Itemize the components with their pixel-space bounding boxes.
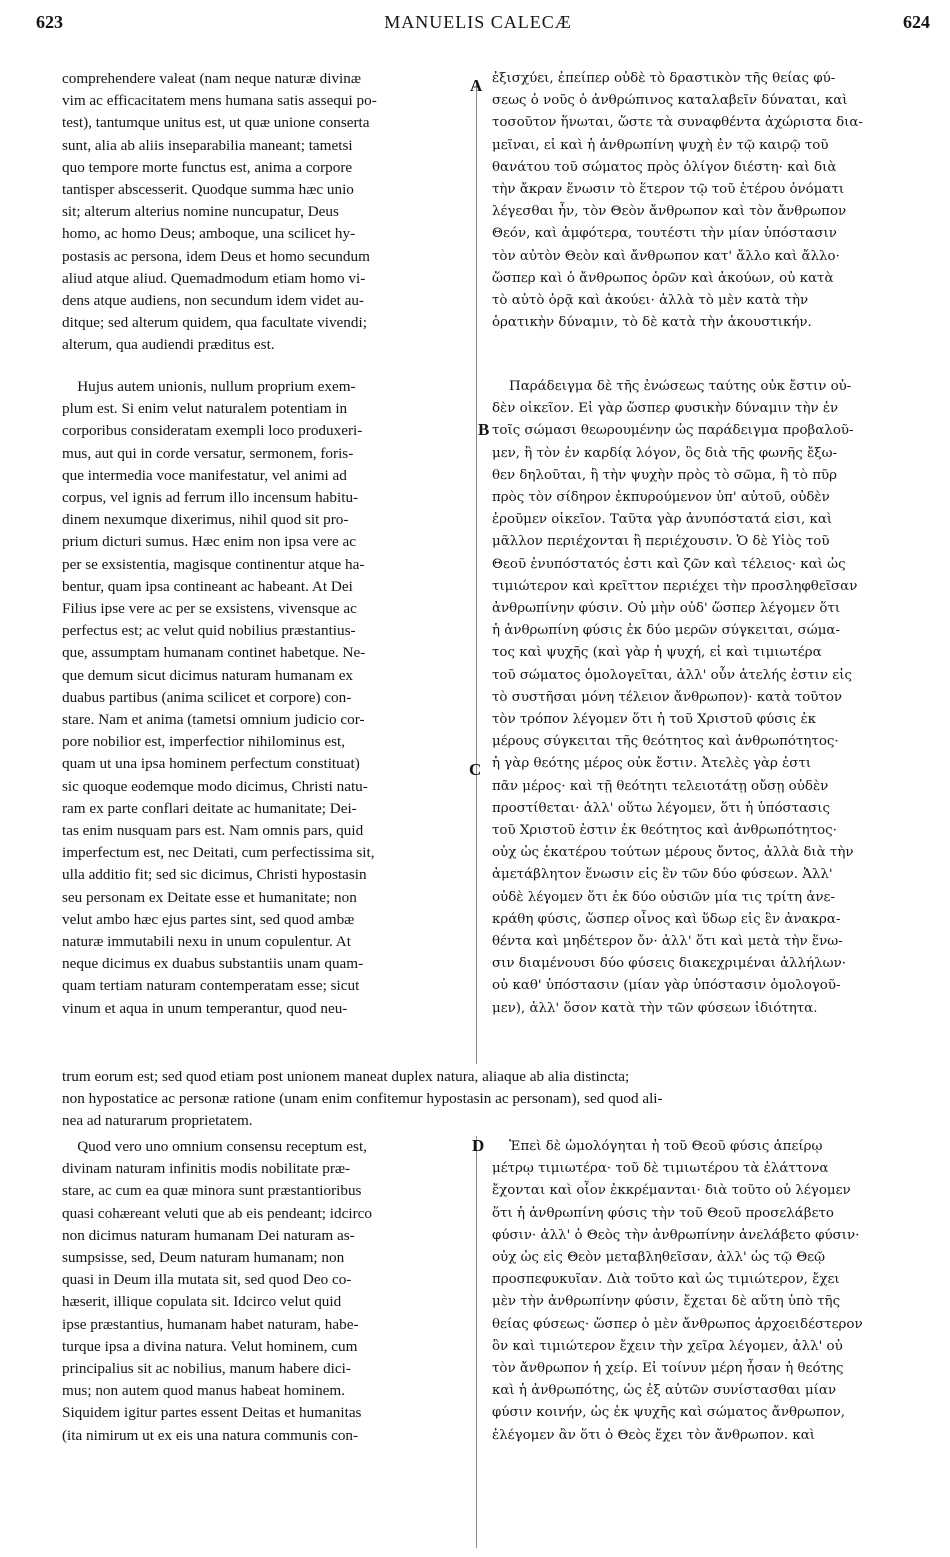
column-divider xyxy=(476,82,477,1064)
greek-paragraph-1: ἐξισχύει, ἐπείπερ οὐδὲ τὸ δραστικὸν τῆς θείας φύ- σεως ὁ νοῦς ὁ ἀνθρώπινος καταλαβεῖν δύναται, καὶ τοσοῦτον ἥνωται, ὥστε τὰ συναφθέντα ἀχώριστα δια- μεῖναι, εἰ καὶ ἡ ἀνθρωπίνη ψυχὴ ἐν τῷ καιρῷ τοῦ θανάτου τοῦ σώματος πρὸς ὀλίγον διέστη· καὶ διὰ τὴν ἄκραν ἕνωσιν τὸ ἕτερον τῷ τοῦ ἑτέρου ὀνόματι λέγεσθαι ἦν, τὸν Θεὸν ἄνθρωπον καὶ τὸν ἄνθρωπον Θεόν, καὶ ἀμφότερα, τουτέστι τὴν μίαν ὑπόστασιν τὸν αὐτὸν Θεὸν καὶ ἄνθρωπον κατ' ἄλλο καὶ ἄλλο· ὥσπερ καὶ ὁ ἄνθρωπος ὁρῶν καὶ ἀκούων, οὐ κατὰ τὸ αὐτὸ ὁρᾷ καὶ ἀκούει· ἀλλὰ τὸ μὲν κατὰ τὴν ὁρατικὴν δύναμιν, τὸ δὲ κατὰ τὴν ἀκουστικήν. xyxy=(492,71,863,331)
section-marker-c: C xyxy=(469,760,482,779)
section-marker-a: A xyxy=(470,76,483,95)
page-number-left: 623 xyxy=(36,12,63,32)
latin-fullwidth-continuation: trum eorum est; sed quod etiam post unionem maneat duplex natura, aliaque ab alia distincta; non hypostatice ac personæ ratione (unam enim confitemur hypostasin ac personam), sed quod ali- nea ad naturarum proprietatem. xyxy=(62,1068,663,1130)
latin-paragraph-2: Hujus autem unionis, nullum proprium exem- plum est. Si enim velut naturalem potentiam in corporibus consideratam exempli loco produxeri- mus, aut qui in corde versatur, sermonem, foris- que intermedia voce manifestatur, vel animi ad corpus, vel ignis ad ferrum illo incensum habitu- dinem nexumque dixerimus, nihil quod sit pro- prium dicturi sumus. Hæc enim non ipsa vere ac per se exsistentia, magisque continentur atque ha- bentur, quam ipsa contineant ac habeant. At Dei Filius ipse vere ac per se exsistens, vivensque ac perfectus est; ac velut quid nobilius præstantius- que, assumptam humanam continet habetque. Ne- que demum sicut dicimus naturam humanam ex duabus partibus (anima scilicet et corpore) con- stare. Nam et anima (tametsi omnium judicio cor- pore nobilior est, imperfectior nihilominus est, quam ut una ipsa hominem perfectum constituat) sic quoque eodemque modo dicimus, Christi natu- ram ex parte conflari deitate ac humanitate; Dei- tas enim nusquam pars est. Nam omnis pars, quid imperfectum est, nec Deitati, cum perfectissima sit, ulla additio fit; sed sic dicimus, Christi hypostasin seu personam ex Deitate esse et humanitate; non velut ambo hæc ejus partes sint, sed quod ambæ naturæ immutabili nexu in unum copulentur. At neque dicimus ex duabus substantiis unam quam- quam tertiam naturam contemperatam esse; sicut vinum et aqua in unum temperantur, quod neu- xyxy=(62,378,375,1017)
column-divider-lower xyxy=(476,1136,477,1548)
latin-paragraph-1: comprehendere valeat (nam neque naturæ divinæ vim ac efficacitatem mens humana satis assequi po- test), tantumque unitus est, ut quæ unione conserta sunt, alia ab aliis inseparabilia maneant; tametsi quo tempore morte functus est, anima a corpore tantisper abscesserit. Quodque summa hæc unio sit; alterum alterius nomine nuncupatur, Deus homo, ac homo Deus; amboque, una scilicet hy- postasis ac persona, idem Deus et homo secundum aliud atque aliud. Quemadmodum etiam homo vi- dens atque audiens, non secundum idem videt au- ditque; sed alterum quidem, qua facultate vivendi; alterum, qua audiendi præditus est. xyxy=(62,70,377,354)
page-number-right: 624 xyxy=(903,12,930,32)
greek-paragraph-2: Παράδειγμα δὲ τῆς ἑνώσεως ταύτης οὐκ ἔστιν οὐ- δὲν οἰκεῖον. Εἰ γὰρ ὥσπερ φυσικὴν δύναμιν τὴν ἐν τοῖς σώμασι θεωρουμένην ὡς παράδειγμα προβαλοῦ- μεν, ἢ τὸν ἐν καρδίᾳ λόγον, ὃς διὰ τῆς φωνῆς ἔξω- θεν δηλοῦται, ἢ τὴν ψυχὴν πρὸς τὸ σῶμα, ἢ τὸ πῦρ πρὸς τὸν σίδηρον ἐκπυρούμενον ὑπ' αὐτοῦ, οὐδὲν ἐροῦμεν οἰκεῖον. Ταῦτα γὰρ ἀνυπόστατά εἰσι, καὶ μᾶλλον περιέχονται ἢ περιέχουσιν. Ὁ δὲ Υἱὸς τοῦ Θεοῦ ἐνυπόστατός ἐστι καὶ ζῶν καὶ τέλειος· καὶ ὡς τιμιώτερον καὶ κρεῖττον περιέχει τὴν προσληφθεῖσαν ἀνθρωπίνην φύσιν. Οὐ μὴν οὐδ' ὥσπερ λέγομεν ὅτι ἡ ἀνθρωπίνη φύσις ἐκ δύο μερῶν σύγκειται, σώμα- τος καὶ ψυχῆς (καὶ γὰρ ἡ ψυχή, εἰ καὶ τιμιωτέρα τοῦ σώματος ὁμολογεῖται, ἀλλ' οὖν ἀτελής ἐστιν εἰς τὸ συστῆσαι μόνη τέλειον ἄνθρωπον)· κατὰ τοῦτον τὸν τρόπον λέγομεν ὅτι ἡ τοῦ Χριστοῦ φύσις ἐκ μέρους σύγκειται τῆς θεότητος καὶ ἀνθρωπότητος· ἡ γὰρ θεότης μέρος οὐκ ἔστιν. Ἀτελὲς γὰρ ἐστι πᾶν μέρος· καὶ τῇ θεότητι τελειοτάτῃ οὔσῃ οὐδὲν προστίθεται· ἀλλ' οὕτω λέγομεν, ὅτι ἡ ὑπόστασις τοῦ Χριστοῦ ἐστιν ἐκ θεότητος καὶ ἀνθρωπότητος· οὐχ ὡς ἑκατέρου τούτων μέρους ὄντος, ἀλλὰ διὰ τὴν ἀμετάβλητον ἕνωσιν εἰς ἓν τῶν δύο φύσεων. Ἀλλ' οὐδὲ λέγομεν ὅτι ἐκ δύο οὐσιῶν μία τις τρίτη ἀνε- κράθη φύσις, ὥσπερ οἶνος καὶ ὕδωρ εἰς ἓν ἀνακρα- θέντα καὶ μηδέτερον ὄν· ἀλλ' ὅτι καὶ μετὰ τὴν ἕνω- σιν διαμένουσι δύο φύσεις διακεχριμέναι ἀλλήλων· οὐ καθ' ὑπόστασιν (μίαν γὰρ ὑπόστασιν ὁμολογοῦ- μεν), ἀλλ' ὅσον κατὰ τὴν τῶν φύσεων ἰδιότητα. xyxy=(492,379,858,1016)
running-title: MANUELIS CALECÆ xyxy=(384,12,572,32)
section-marker-b: B xyxy=(478,420,490,439)
latin-paragraph-3: Quod vero uno omnium consensu receptum est, divinam naturam infinitis modis nobilitate præ- stare, ac cum ea quæ minora sunt præstantioribus quasi cohæreant veluti que ab eis pendeant; idcirco non dicimus naturam humanam Dei naturam as- sumpsisse, sed, Deum naturam humanam; non quasi in Deum illa mutata sit, sed quod Deo co- hæserit, illique copulata sit. Idcirco velut quid ipse præstantius, humanam habet naturam, habe- turque ipsa a divina natura. Velut hominem, cum principalius sit ac nobilius, manum habere dici- mus; non autem quod manus habeat hominem. Siquidem igitur partes essent Deitas et humanitas (ita nimirum ut ex eis una natura communis con- xyxy=(62,1138,372,1444)
running-header xyxy=(26,8,930,38)
section-marker-d: D xyxy=(472,1136,485,1155)
greek-paragraph-3: Ἐπεὶ δὲ ὡμολόγηται ἡ τοῦ Θεοῦ φύσις ἀπείρῳ μέτρῳ τιμιωτέρα· τοῦ δὲ τιμιωτέρου τὰ ἐλάττονα ἔχονται καὶ οἷον ἐκκρέμανται· διὰ τοῦτο οὐ λέγομεν ὅτι ἡ ἀνθρωπίνη φύσις τὴν τοῦ Θεοῦ προσελάβετο φύσιν· ἀλλ' ὁ Θεὸς τὴν ἀνθρωπίνην ἀνελάβετο φύσιν· οὐχ ὡς εἰς Θεὸν μεταβληθεῖσαν, ἀλλ' ὡς τῷ Θεῷ προσπεφυκυῖαν. Διὰ τοῦτο καὶ ὡς τιμιώτερον, ἔχει μὲν τὴν ἀνθρωπίνην φύσιν, ἔχεται δὲ αὕτη ὑπὸ τῆς θείας φύσεως· ὥσπερ ὁ μὲν ἄνθρωπος ἀρχοειδέστερον ὂν καὶ τιμιώτερον ἔχειν τὴν χεῖρα λέγομεν, ἀλλ' οὐ τὸν ἄνθρωπον ἡ χείρ. Εἰ τοίνυν μέρη ἦσαν ἡ θεότης καὶ ἡ ἀνθρωπότης, ὡς ἐξ αὐτῶν συνίστασθαι μίαν φύσιν κοινήν, ὡς ἐκ ψυχῆς καὶ σώματος ἄνθρωπον, ἐλέγομεν ἂν ὅτι ὁ Θεὸς ἔχει τὸν ἄνθρωπον. καὶ xyxy=(492,1139,863,1443)
